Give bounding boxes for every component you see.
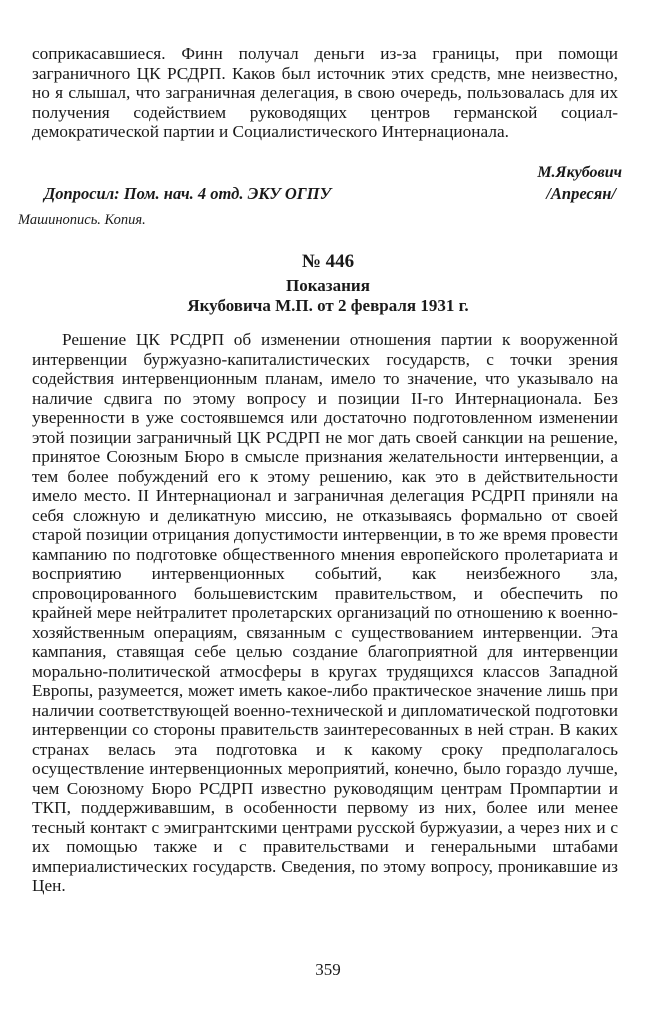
intro-text-block bbox=[32, 44, 618, 142]
intro-paragraph: соприкасавшиеся. Финн получал деньги из-за границы, при помощи заграничного ЦК РСДРП. Каков был источник этих средств, мне неизвестно, но я слышал, что заграничная делегация, в свою очередь, пользовалась для их получения содействием руководящих центров германской социал-демократической партии и Социалистического Интернационала. bbox=[32, 44, 618, 141]
interrogation-line bbox=[44, 184, 616, 204]
document-title-line1: Показания bbox=[286, 276, 370, 295]
interrogator-name: /Апресян/ bbox=[546, 184, 616, 203]
page-number: 359 bbox=[315, 960, 341, 979]
signature-name: М.Якубович bbox=[537, 164, 622, 181]
copy-note: Машинопись. Копия. bbox=[18, 212, 146, 228]
document-number: № 446 bbox=[301, 251, 355, 272]
main-text-block bbox=[32, 330, 618, 896]
interrogated-by-label: Допросил: Пом. нач. 4 отд. ЭКУ ОГПУ bbox=[44, 184, 332, 203]
document-title-line2: Якубовича М.П. от 2 февраля 1931 г. bbox=[187, 296, 469, 315]
main-paragraph: Решение ЦК РСДРП об изменении отношения партии к вооруженной интервенции буржуазно-капиталистических государств, с точки зрения содействия интервенционным планам, имело то значение, что указывало на наличие сдвига по этому вопросу и позиции II-го Интернационала. Без уверенности в уже состоявшемся или достаточно подготовленном изменении этой позиции заграничный ЦК РСДРП не мог дать своей санкции на решение, принятое Союзным Бюро в смысле признания желательности интервенции, а тем более побуждений его к этому решению, как это в действительности имело место. II Интернационал и заграничная делегация РСДРП приняли на себя сложную и деликатную миссию, не отказываясь формально от своей старой позиции отрицания допустимости интервенции, в то же время провести кампанию по подготовке общественного мнения европейского пролетариата и восприятию интервенционных событий, как неизбежного зла, спровоцированного большевистским правительством, и обеспечить по крайней мере нейтралитет пролетарских организаций по отношению к военно-хозяйственным операциям, связанным с существованием интервенции. Эта кампания, ставящая себе целью создание благоприятной для интервенции морально-политической атмосферы в кругах трудящихся классов Западной Европы, разумеется, может иметь какое-либо практическое значение лишь при наличии соответствующей военно-технической и дипломатической подготовки интервенции со стороны правительств заинтересованных в ней стран. В каких странах велась эта подготовка и к какому сроку предполагалось осуществление интервенционных мероприятий, конечно, было гораздо лучше, чем Союзному Бюро РСДРП известно руководящим центрам Промпартии и ТКП, поддерживавшим, в особенности первому из них, более или менее тесный контакт с эмигрантскими центрами русской буржуазии, а через них и с их помощью также и с правительствами и генеральными штабами империалистических государств. Сведения, по этому вопросу, проникавшие из Цен. bbox=[32, 330, 618, 895]
document-title bbox=[0, 276, 656, 316]
